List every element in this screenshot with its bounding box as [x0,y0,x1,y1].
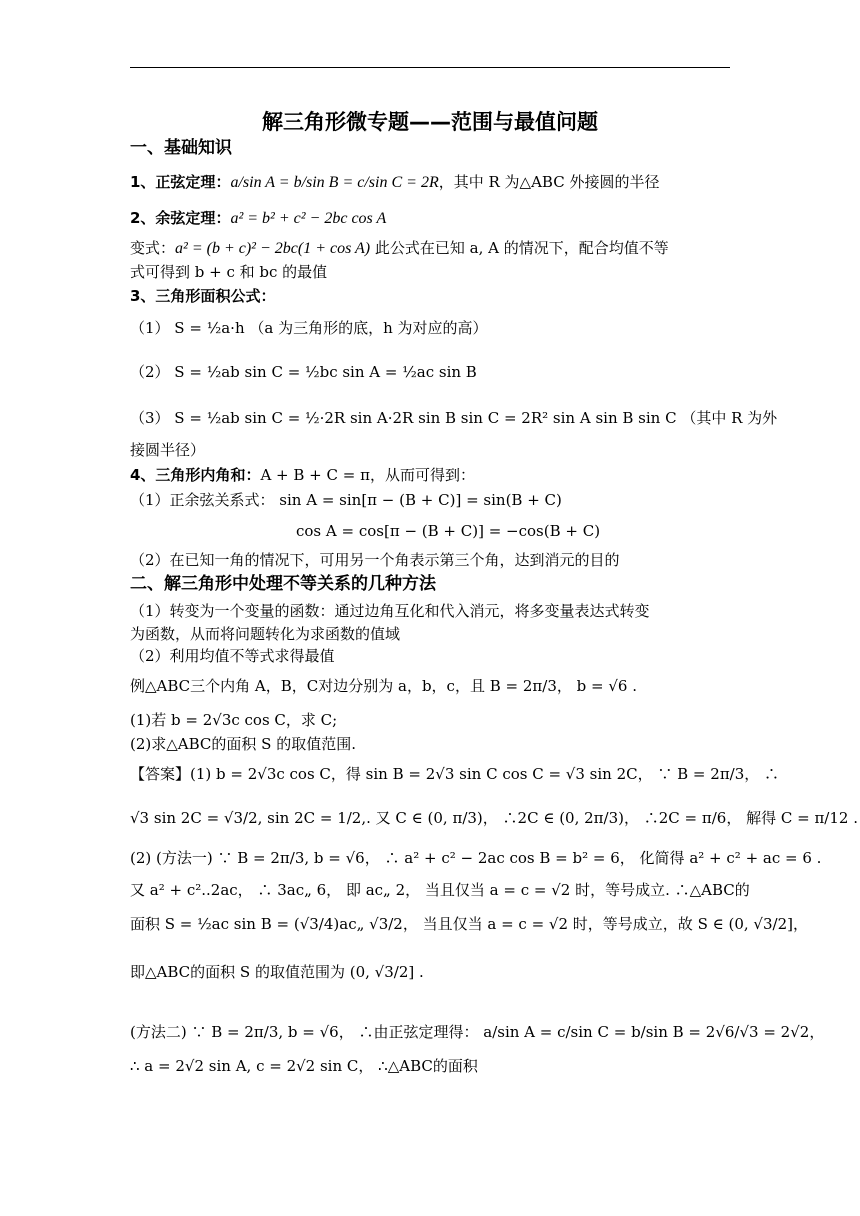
area-formula-3-cont: 接圆半径） [130,441,206,459]
variant-note-cont: 式可得到 b + c 和 bc 的最值 [130,263,328,281]
area-formula-2: （2） S = ½ab sin C = ½bc sin A = ½ac sin B [130,363,477,381]
sin-relation: （1）正余弦关系式： sin A = sin[π − (B + C)] = sin(B + C) [130,491,562,509]
answer-line-6: 即△ABC的面积 S 的取值范围为 (0, √3/2] . [130,963,424,981]
variant-formula: a² = (b + c)² − 2bc(1 + cos A) [175,240,371,257]
cosine-variant-line [130,238,730,259]
angle-sum-formula: A + B + C = π，从而可得到： [260,466,475,484]
method-1: （1）转变为一个变量的函数：通过边角互化和代入消元，将多变量表达式转变 [130,602,650,620]
sine-rule-label: 1、正弦定理： [130,173,231,191]
method-1-cont: 为函数，从而将问题转化为求函数的值域 [130,625,401,643]
answer-line-2: √3 sin 2C = √3/2, sin 2C = 1/2,. 又 C ∈ (0, π/3)， ∴2C ∈ (0, 2π/3)， ∴2C = π/6， 解得 C = π/12 . [130,809,858,827]
angle-sum-line [130,465,730,485]
cosine-rule-label: 2、余弦定理： [130,209,231,227]
example-question-1: (1)若 b = 2√3c cos C，求 C; [130,711,338,729]
cosine-rule-formula: a² = b² + c² − 2bc cos A [230,210,387,227]
sine-rule-line [130,172,730,193]
example-question-2: (2)求△ABC的面积 S 的取值范围. [130,735,356,753]
answer-line-3: (2) (方法一) ∵ B = 2π/3, b = √6， ∴ a² + c² − 2ac cos B = b² = 6， 化简得 a² + c² + ac = 6 . [130,849,822,867]
sine-rule-formula: a/sin A = b/sin B = c/sin C = 2R [230,174,439,191]
method-2: （2）利用均值不等式求得最值 [130,647,335,665]
section-heading-methods: 二、解三角形中处理不等关系的几种方法 [130,574,436,594]
elimination-note: （2）在已知一角的情况下，可用另一个角表示第三个角，达到消元的目的 [130,551,620,569]
example-statement: 例△ABC三个内角 A，B，C对边分别为 a，b，c，且 B = 2π/3， b = √6 . [130,677,637,695]
angle-sum-label: 4、三角形内角和： [130,466,261,484]
header-rule [130,67,730,68]
cosine-rule-line [130,208,730,229]
area-formula-3: （3） S = ½ab sin C = ½·2R sin A·2R sin B sin C = 2R² sin A sin B sin C （其中 R 为外 [130,409,778,427]
area-formula-1: （1） S = ½a·h （a 为三角形的底，h 为对应的高） [130,319,488,337]
page-title: 解三角形微专题——范围与最值问题 [262,110,598,134]
sine-rule-note: ，其中 R 为△ABC 外接圆的半径 [438,173,660,191]
answer-line-7: (方法二) ∵ B = 2π/3, b = √6， ∴由正弦定理得： a/sin A = c/sin C = b/sin B = 2√6/√3 = 2√2， [130,1023,825,1041]
section-heading-basics: 一、基础知识 [130,138,232,158]
variant-note: 此公式在已知 a, A 的情况下，配合均值不等 [370,239,669,257]
answer-line-4: 又 a² + c²..2ac， ∴ 3ac„ 6， 即 ac„ 2， 当且仅当 a = c = √2 时，等号成立. ∴△ABC的 [130,881,750,899]
answer-line-8: ∴ a = 2√2 sin A, c = 2√2 sin C， ∴△ABC的面积 [130,1057,478,1075]
answer-line-1: 【答案】(1) b = 2√3c cos C，得 sin B = 2√3 sin C cos C = √3 sin 2C， ∵ B = 2π/3， ∴ [130,765,780,783]
variant-label: 变式： [130,239,176,257]
cos-relation: cos A = cos[π − (B + C)] = −cos(B + C) [296,522,601,540]
area-formula-heading: 3、三角形面积公式： [130,287,276,305]
answer-line-5: 面积 S = ½ac sin B = (√3/4)ac„ √3/2， 当且仅当 a = c = √2 时，等号成立，故 S ∈ (0, √3/2]， [130,915,808,933]
